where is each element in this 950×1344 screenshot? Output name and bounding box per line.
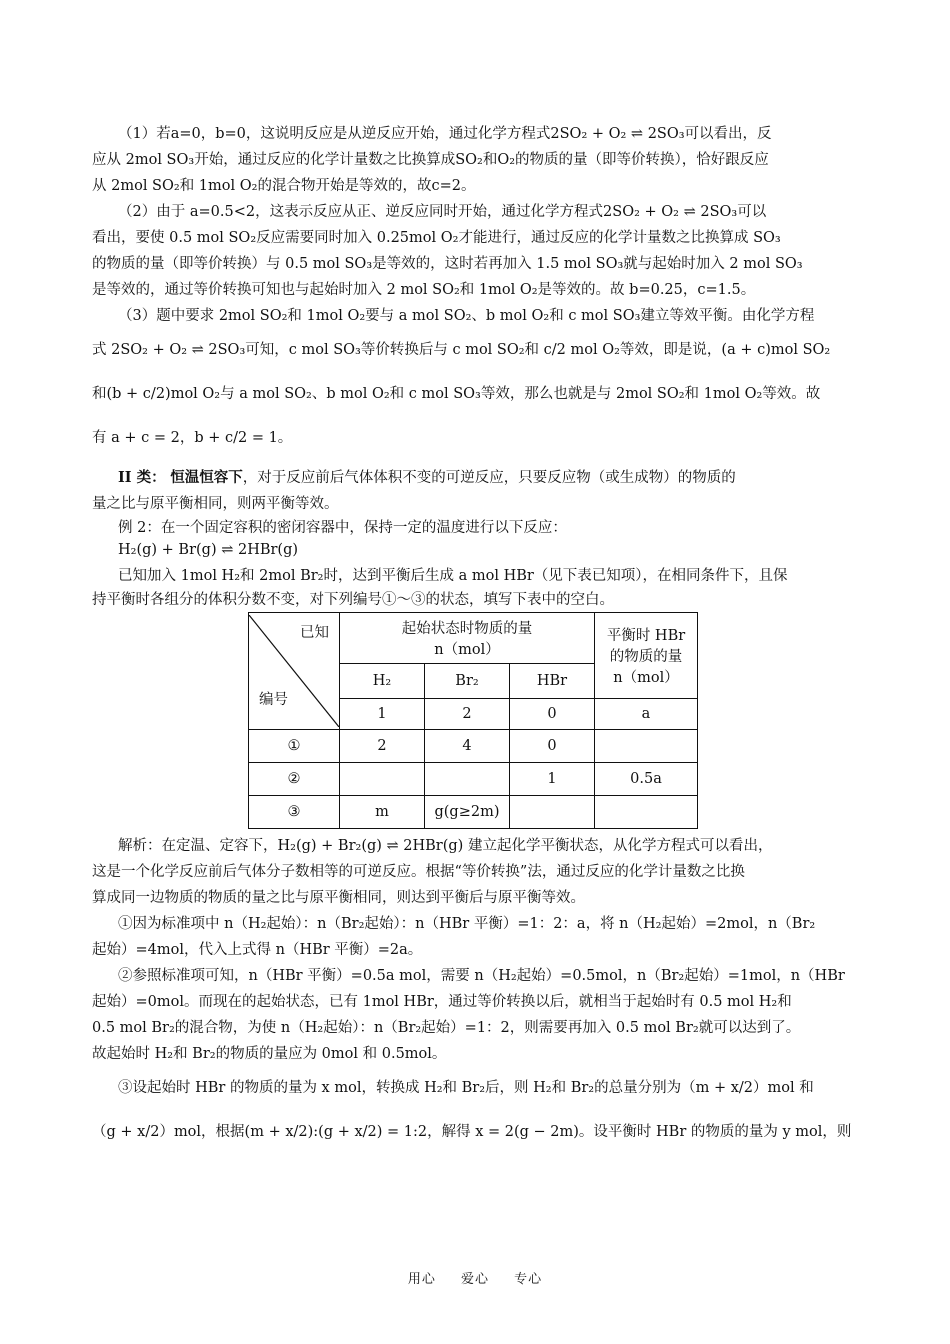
- text-line: ①因为标准项中 n（H₂起始）：n（Br₂起始）：n（HBr 平衡）=1：2：a，将 n（H₂起始）=2mol，n（Br₂: [118, 916, 816, 932]
- class-ii-condition: 恒温恒容下: [170, 469, 243, 486]
- text-line: 应从 2mol SO₃开始，通过反应的化学计量数之比换算成SO₂和O₂的物质的量（即等价转换），恰好跟反应: [92, 152, 769, 168]
- row-label: ②: [249, 763, 340, 796]
- text-line: （3）题中要求 2mol SO₂和 1mol O₂要与 a mol SO₂、b mol O₂和 c mol SO₃建立等效平衡。由化学方程: [118, 308, 815, 324]
- text-line: 这是一个化学反应前后气体分子数相等的可逆反应。根据“等价转换”法，通过反应的化学计量数之比换: [92, 864, 745, 880]
- text-line: 有 a + c = 2，b + c/2 = 1。: [92, 430, 293, 446]
- cell-br2: [425, 763, 510, 796]
- cell-eq: [595, 796, 698, 829]
- text-line: 持平衡时各组分的体积分数不变，对下列编号①～③的状态，填写下表中的空白。: [92, 592, 614, 608]
- text-line: ②参照标准项可知，n（HBr 平衡）=0.5a mol，需要 n（H₂起始）=0.5mol，n（Br₂起始）=1mol，n（HBr: [118, 968, 845, 984]
- reaction-equation: H₂(g) + Br(g) ⇌ 2HBr(g): [118, 542, 299, 558]
- eq-header-line: 平衡时 HBr: [606, 628, 686, 644]
- eq-header-line: n（mol）: [613, 670, 679, 686]
- cell-hbr: [510, 796, 595, 829]
- table-row: [249, 730, 698, 763]
- corner-number-label: 编号: [259, 692, 288, 708]
- cell-eq: [595, 730, 698, 763]
- text-line: 解析：在定温、定容下，H₂(g) + Br₂(g) ⇌ 2HBr(g) 建立起化学平衡状态，从化学方程式可以看出，: [118, 838, 773, 854]
- corner-known-label: 已知: [300, 625, 329, 641]
- text-line: （g + x/2）mol，根据(m + x/2):(g + x/2) = 1:2，解得 x = 2(g − 2m)。设平衡时 HBr 的物质的量为 y mol，则: [92, 1124, 852, 1140]
- cell-h2: 2: [340, 730, 425, 763]
- text-line: 量之比与原平衡相同，则两平衡等效。: [92, 496, 339, 512]
- text-line: ③设起始时 HBr 的物质的量为 x mol，转换成 H₂和 Br₂后，则 H₂和 Br₂的总量分别为（m + x/2）mol 和: [118, 1080, 814, 1096]
- std-h2: 1: [340, 699, 425, 730]
- cell-hbr: 1: [510, 763, 595, 796]
- text-line: 已知加入 1mol H₂和 2mol Br₂时，达到平衡后生成 a mol HBr（见下表已知项），在相同条件下，且保: [118, 568, 788, 584]
- cell-br2: 4: [425, 730, 510, 763]
- text-line: 0.5 mol Br₂的混合物，为使 n（H₂起始）：n（Br₂起始）=1：2，则需要再加入 0.5 mol Br₂就可以达到了。: [92, 1020, 801, 1036]
- text-line: （1）若a=0，b=0，这说明反应是从逆反应开始，通过化学方程式2SO₂ + O₂ ⇌ 2SO₃可以看出，反: [118, 126, 772, 142]
- row-label: ①: [249, 730, 340, 763]
- text-line: 看出，要使 0.5 mol SO₂反应需要同时加入 0.25mol O₂才能进行，通过反应的化学计量数之比换算成 SO₃: [92, 230, 781, 246]
- text-line: （2）由于 a=0.5<2，这表示反应从正、逆反应同时开始，通过化学方程式2SO₂ + O₂ ⇌ 2SO₃可以: [118, 204, 767, 220]
- equilibrium-header: [595, 613, 698, 699]
- footer-text: 用心: [407, 1272, 436, 1287]
- text-line: 起始）=4mol，代入上式得 n（HBr 平衡）=2a。: [92, 942, 423, 958]
- std-hbr: 0: [510, 699, 595, 730]
- cell-hbr: 0: [510, 730, 595, 763]
- table-corner-cell: [249, 613, 340, 730]
- text-line: 是等效的，通过等价转换可知也与起始时加入 2 mol SO₂和 1mol O₂是等效的。故 b=0.25，c=1.5。: [92, 282, 756, 298]
- example-heading: 例 2：在一个固定容积的密闭容器中，保持一定的温度进行以下反应：: [118, 520, 567, 536]
- row-label: ③: [249, 796, 340, 829]
- start-header-line: n（mol）: [434, 642, 500, 658]
- cell-h2: [340, 763, 425, 796]
- table-row: [249, 796, 698, 829]
- cell-eq: 0.5a: [595, 763, 698, 796]
- std-br2: 2: [425, 699, 510, 730]
- class-ii-text: ，对于反应前后气体体积不变的可逆反应，只要反应物（或生成物）的物质的: [242, 470, 736, 486]
- text-line: 式 2SO₂ + O₂ ⇌ 2SO₃可知，c mol SO₃等价转换后与 c mol SO₂和 c/2 mol O₂等效，即是说，(a + c)mol SO₂: [92, 342, 831, 358]
- class-ii-paragraph: [118, 468, 862, 488]
- table-row: [249, 763, 698, 796]
- cell-br2: g(g≥2m): [425, 796, 510, 829]
- std-eq: a: [595, 699, 698, 730]
- col-header-br2: Br₂: [425, 664, 510, 699]
- col-header-hbr: HBr: [510, 664, 595, 699]
- text-line: 从 2mol SO₂和 1mol O₂的混合物开始是等效的，故c=2。: [92, 178, 476, 194]
- col-header-h2: H₂: [340, 664, 425, 699]
- footer-text: 爱心: [460, 1272, 489, 1287]
- text-line: 的物质的量（即等价转换）与 0.5 mol SO₃是等效的，这时若再加入 1.5 mol SO₃就与起始时加入 2 mol SO₃: [92, 256, 803, 272]
- cell-h2: m: [340, 796, 425, 829]
- footer-text: 专心: [514, 1272, 543, 1287]
- start-state-header: [340, 613, 595, 664]
- eq-header-line: 的物质的量: [609, 649, 683, 665]
- text-line: 算成同一边物质的物质的量之比与原平衡相同，则达到平衡后与原平衡等效。: [92, 890, 585, 906]
- text-line: 故起始时 H₂和 Br₂的物质的量应为 0mol 和 0.5mol。: [92, 1046, 447, 1062]
- start-header-line: 起始状态时物质的量: [401, 621, 533, 637]
- class-ii-label: II 类：: [118, 469, 166, 486]
- equilibrium-table: [248, 612, 698, 829]
- text-line: 起始）=0mol。而现在的起始状态，已有 1mol HBr，通过等价转换以后，就相当于起始时有 0.5 mol H₂和: [92, 994, 792, 1010]
- page-footer: [0, 1268, 950, 1287]
- text-line: 和(b + c/2)mol O₂与 a mol SO₂、b mol O₂和 c mol SO₃等效，那么也就是与 2mol SO₂和 1mol O₂等效。故: [92, 386, 821, 402]
